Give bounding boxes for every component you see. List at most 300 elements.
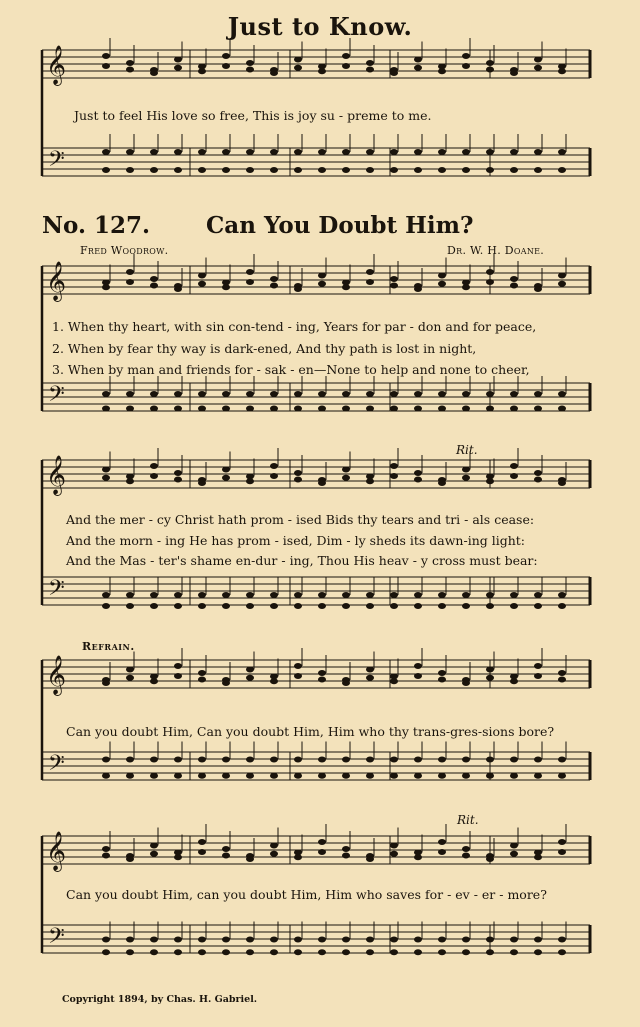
note-head: [510, 473, 518, 479]
note-head: [366, 757, 374, 763]
note-head: [342, 475, 350, 481]
note-head: [438, 757, 446, 763]
note-head: [534, 937, 542, 943]
note-head: [294, 757, 302, 763]
note-head: [318, 592, 326, 598]
note-head: [438, 281, 446, 287]
note-head: [270, 937, 278, 943]
note-head: [534, 949, 542, 955]
note-head: [294, 663, 302, 669]
note-head: [534, 477, 542, 483]
verse-1-line-1: 1. When thy heart, with sin con-tend - ing, Years for par - don and for peace,: [52, 319, 537, 334]
note-head: [534, 757, 542, 763]
note-head: [390, 473, 398, 479]
note-head: [246, 773, 254, 779]
note-head: [534, 286, 542, 292]
note-head: [558, 273, 566, 279]
note-head: [270, 283, 278, 289]
note-head: [414, 663, 422, 669]
note-head: [390, 391, 398, 397]
note-head: [198, 480, 206, 486]
note-head: [246, 391, 254, 397]
note-head: [222, 937, 230, 943]
note-head: [414, 57, 422, 63]
note-head: [246, 67, 254, 73]
note-head: [246, 167, 254, 173]
note-head: [534, 663, 542, 669]
note-head: [150, 391, 158, 397]
note-head: [438, 670, 446, 676]
bass-clef-icon: 𝄢: [48, 576, 65, 606]
note-head: [222, 53, 230, 59]
note-head: [438, 480, 446, 486]
note-head: [102, 391, 110, 397]
note-head: [366, 269, 374, 275]
note-head: [318, 839, 326, 845]
note-head: [486, 279, 494, 285]
note-head: [462, 406, 470, 412]
note-head: [126, 667, 134, 673]
note-head: [174, 937, 182, 943]
note-head: [558, 68, 566, 74]
note-head: [438, 849, 446, 855]
note-head: [558, 757, 566, 763]
note-head: [366, 67, 374, 73]
note-head: [366, 406, 374, 412]
note-head: [366, 667, 374, 673]
note-head: [438, 949, 446, 955]
note-head: [270, 406, 278, 412]
note-head: [462, 853, 470, 859]
note-head: [390, 149, 398, 155]
note-head: [486, 937, 494, 943]
note-head: [438, 677, 446, 683]
note-head: [174, 65, 182, 71]
note-head: [390, 773, 398, 779]
note-head: [366, 603, 374, 609]
note-head: [270, 843, 278, 849]
note-head: [510, 167, 518, 173]
note-head: [294, 854, 302, 860]
note-head: [246, 149, 254, 155]
note-head: [558, 839, 566, 845]
hymn-composer: Dr. W. H. Doane.: [447, 244, 545, 257]
note-head: [366, 478, 374, 484]
note-head: [174, 167, 182, 173]
note-head: [102, 949, 110, 955]
note-head: [462, 937, 470, 943]
note-head: [126, 603, 134, 609]
note-head: [366, 856, 374, 862]
note-head: [318, 603, 326, 609]
note-head: [318, 167, 326, 173]
note-head: [102, 149, 110, 155]
note-head: [342, 592, 350, 598]
note-head: [174, 663, 182, 669]
note-head: [342, 757, 350, 763]
note-head: [198, 592, 206, 598]
note-head: [414, 949, 422, 955]
note-head: [318, 281, 326, 287]
note-head: [462, 592, 470, 598]
note-head: [150, 149, 158, 155]
note-head: [222, 149, 230, 155]
note-head: [438, 773, 446, 779]
note-head: [270, 167, 278, 173]
note-head: [414, 65, 422, 71]
note-head: [486, 856, 494, 862]
note-head: [510, 603, 518, 609]
note-head: [366, 592, 374, 598]
note-head: [486, 67, 494, 73]
note-head: [150, 406, 158, 412]
note-head: [294, 937, 302, 943]
note-head: [534, 149, 542, 155]
note-head: [486, 667, 494, 673]
note-head: [222, 846, 230, 852]
note-head: [222, 284, 230, 290]
note-head: [150, 851, 158, 857]
note-head: [342, 853, 350, 859]
note-head: [510, 283, 518, 289]
note-head: [318, 391, 326, 397]
note-head: [150, 773, 158, 779]
note-head: [126, 149, 134, 155]
note-head: [294, 57, 302, 63]
note-head: [558, 603, 566, 609]
ritardando-mark-refrain: Rit.: [457, 813, 479, 827]
note-head: [174, 406, 182, 412]
note-head: [126, 60, 134, 66]
note-head: [414, 470, 422, 476]
note-head: [198, 757, 206, 763]
note-head: [198, 406, 206, 412]
note-head: [246, 757, 254, 763]
note-head: [390, 167, 398, 173]
note-head: [414, 854, 422, 860]
note-head: [510, 592, 518, 598]
note-head: [390, 406, 398, 412]
note-head: [294, 286, 302, 292]
note-head: [438, 273, 446, 279]
note-head: [558, 391, 566, 397]
note-head: [102, 53, 110, 59]
note-head: [366, 60, 374, 66]
note-head: [486, 773, 494, 779]
note-head: [174, 773, 182, 779]
note-head: [342, 63, 350, 69]
note-head: [366, 149, 374, 155]
note-head: [102, 603, 110, 609]
note-head: [342, 53, 350, 59]
note-head: [270, 757, 278, 763]
note-head: [462, 284, 470, 290]
note-head: [126, 937, 134, 943]
note-head: [270, 276, 278, 282]
note-head: [318, 480, 326, 486]
note-head: [294, 65, 302, 71]
note-head: [222, 475, 230, 481]
note-head: [414, 477, 422, 483]
note-head: [486, 167, 494, 173]
note-head: [414, 757, 422, 763]
note-head: [126, 279, 134, 285]
note-head: [438, 592, 446, 598]
note-head: [510, 937, 518, 943]
note-head: [198, 677, 206, 683]
note-head: [222, 167, 230, 173]
note-head: [126, 406, 134, 412]
bass-clef-icon: 𝄢: [48, 147, 65, 177]
note-head: [390, 603, 398, 609]
note-head: [558, 281, 566, 287]
note-head: [174, 949, 182, 955]
note-head: [462, 391, 470, 397]
note-head: [174, 477, 182, 483]
note-head: [270, 603, 278, 609]
note-head: [150, 678, 158, 684]
note-head: [222, 592, 230, 598]
hymn-number: No. 127.: [42, 212, 150, 239]
note-head: [486, 149, 494, 155]
note-head: [558, 480, 566, 486]
treble-clef-icon: 𝄞: [46, 261, 67, 301]
note-head: [174, 149, 182, 155]
note-head: [510, 70, 518, 76]
note-head: [270, 463, 278, 469]
note-head: [270, 473, 278, 479]
note-head: [462, 603, 470, 609]
note-head: [150, 70, 158, 76]
note-head: [198, 68, 206, 74]
note-head: [366, 675, 374, 681]
note-head: [486, 757, 494, 763]
note-head: [246, 279, 254, 285]
bass-clef-icon: 𝄢: [48, 924, 65, 954]
note-head: [462, 63, 470, 69]
note-head: [438, 391, 446, 397]
note-head: [222, 949, 230, 955]
note-head: [462, 757, 470, 763]
verse-1-line-2: And the mer - cy Christ hath prom - ised Bids thy tears and tri - als cease:: [66, 512, 535, 527]
note-head: [390, 843, 398, 849]
note-head: [198, 281, 206, 287]
page-title: Just to Know.: [227, 12, 413, 41]
note-head: [246, 937, 254, 943]
note-head: [342, 284, 350, 290]
note-head: [150, 937, 158, 943]
note-head: [558, 773, 566, 779]
note-head: [342, 467, 350, 473]
note-head: [102, 680, 110, 686]
note-head: [558, 670, 566, 676]
note-head: [390, 70, 398, 76]
note-head: [294, 949, 302, 955]
note-head: [414, 149, 422, 155]
note-head: [366, 391, 374, 397]
note-head: [510, 773, 518, 779]
note-head: [246, 478, 254, 484]
note-head: [270, 149, 278, 155]
note-head: [294, 406, 302, 412]
note-head: [318, 773, 326, 779]
note-head: [510, 276, 518, 282]
note-head: [126, 675, 134, 681]
note-head: [414, 592, 422, 598]
note-head: [150, 843, 158, 849]
note-head: [198, 849, 206, 855]
note-head: [390, 592, 398, 598]
note-head: [222, 773, 230, 779]
note-head: [198, 603, 206, 609]
note-head: [486, 603, 494, 609]
note-head: [270, 949, 278, 955]
note-head: [558, 406, 566, 412]
note-head: [510, 463, 518, 469]
note-head: [318, 68, 326, 74]
hymn-title: Can You Doubt Him?: [206, 212, 474, 239]
note-head: [486, 592, 494, 598]
note-head: [342, 949, 350, 955]
note-head: [534, 603, 542, 609]
note-head: [174, 57, 182, 63]
refrain-line-1: Can you doubt Him, Can you doubt Him, Him who thy trans-gres-sions bore?: [66, 724, 555, 739]
note-head: [174, 391, 182, 397]
note-head: [438, 149, 446, 155]
note-head: [414, 673, 422, 679]
note-head: [390, 851, 398, 857]
note-head: [102, 773, 110, 779]
note-head: [534, 391, 542, 397]
refrain-label: Refrain.: [82, 640, 135, 653]
note-head: [462, 475, 470, 481]
note-head: [558, 592, 566, 598]
note-head: [390, 757, 398, 763]
note-head: [150, 603, 158, 609]
note-head: [102, 846, 110, 852]
note-head: [486, 391, 494, 397]
note-head: [198, 937, 206, 943]
note-head: [150, 167, 158, 173]
note-head: [510, 949, 518, 955]
note-head: [150, 283, 158, 289]
note-head: [510, 851, 518, 857]
note-head: [390, 276, 398, 282]
note-head: [174, 592, 182, 598]
note-head: [126, 478, 134, 484]
note-head: [294, 603, 302, 609]
ritardando-mark: Rit.: [456, 443, 478, 457]
note-head: [174, 286, 182, 292]
note-head: [294, 149, 302, 155]
note-head: [414, 603, 422, 609]
note-head: [222, 603, 230, 609]
note-head: [510, 678, 518, 684]
note-head: [558, 937, 566, 943]
hymn-author: Fred Woodrow.: [80, 244, 169, 257]
note-head: [270, 391, 278, 397]
note-head: [246, 269, 254, 275]
verse-2-line-1: 2. When by fear thy way is dark-ened, And thy path is lost in night,: [52, 341, 477, 356]
note-head: [438, 167, 446, 173]
note-head: [174, 470, 182, 476]
note-head: [534, 65, 542, 71]
note-head: [150, 949, 158, 955]
note-head: [534, 57, 542, 63]
note-head: [462, 680, 470, 686]
note-head: [342, 603, 350, 609]
note-head: [534, 592, 542, 598]
note-head: [366, 937, 374, 943]
note-head: [222, 406, 230, 412]
note-head: [318, 677, 326, 683]
note-head: [174, 603, 182, 609]
note-head: [102, 475, 110, 481]
note-head: [126, 67, 134, 73]
note-head: [150, 463, 158, 469]
note-head: [534, 673, 542, 679]
note-head: [510, 391, 518, 397]
bass-clef-icon: 𝄢: [48, 382, 65, 412]
note-head: [102, 284, 110, 290]
note-head: [174, 673, 182, 679]
note-head: [390, 949, 398, 955]
verse-3-line-1: 3. When by man and friends for - sak - en—None to help and none to cheer,: [52, 362, 530, 377]
note-head: [102, 467, 110, 473]
note-head: [342, 773, 350, 779]
note-head: [342, 391, 350, 397]
note-head: [438, 937, 446, 943]
note-head: [126, 592, 134, 598]
note-head: [342, 406, 350, 412]
note-head: [222, 757, 230, 763]
note-head: [366, 773, 374, 779]
note-head: [486, 60, 494, 66]
note-head: [318, 849, 326, 855]
note-head: [294, 673, 302, 679]
treble-clef-icon: 𝄞: [46, 831, 67, 871]
note-head: [102, 853, 110, 859]
note-head: [558, 949, 566, 955]
note-head: [246, 406, 254, 412]
note-head: [102, 592, 110, 598]
note-head: [558, 167, 566, 173]
note-head: [414, 286, 422, 292]
note-head: [534, 470, 542, 476]
note-head: [126, 167, 134, 173]
note-head: [558, 849, 566, 855]
note-head: [270, 678, 278, 684]
refrain-line-2: Can you doubt Him, can you doubt Him, Him who saves for - ev - er - more?: [66, 887, 547, 902]
note-head: [318, 670, 326, 676]
note-head: [390, 283, 398, 289]
note-head: [414, 391, 422, 397]
note-head: [102, 406, 110, 412]
note-head: [390, 937, 398, 943]
note-head: [534, 167, 542, 173]
note-head: [318, 757, 326, 763]
note-head: [222, 467, 230, 473]
note-head: [198, 149, 206, 155]
note-head: [270, 773, 278, 779]
note-head: [366, 279, 374, 285]
top-fragment-lyric: Just to feel His love so free, This is joy su - preme to me.: [74, 108, 432, 123]
note-head: [246, 856, 254, 862]
note-head: [126, 856, 134, 862]
note-head: [414, 937, 422, 943]
note-head: [246, 603, 254, 609]
note-head: [126, 269, 134, 275]
